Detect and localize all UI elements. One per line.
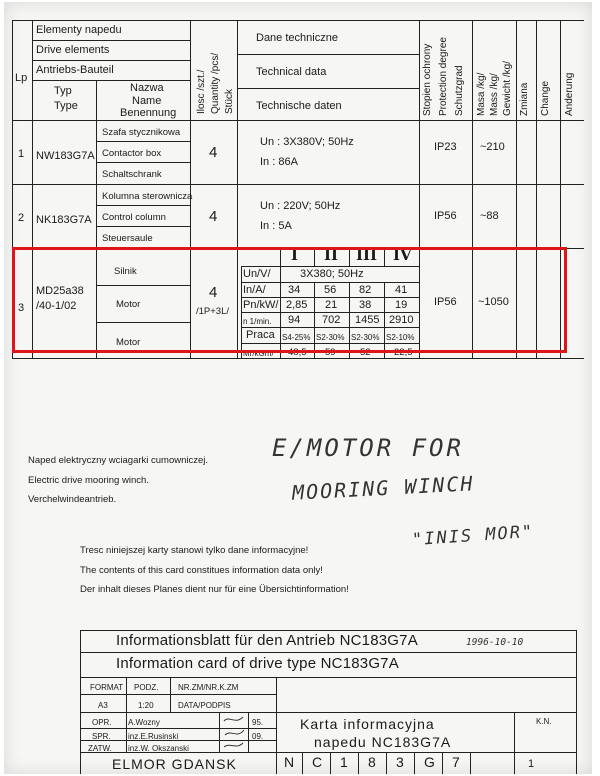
- row1-qty: 4: [209, 144, 218, 161]
- motor-in-label: In/A/: [243, 284, 266, 296]
- date-day-2: 09.: [252, 732, 264, 741]
- nazwa-header: Nazwa: [130, 82, 164, 94]
- motor-n-1: 94: [288, 314, 301, 326]
- grid-line: [514, 712, 515, 774]
- row2-tech-1: Un : 220V; 50Hz: [260, 200, 341, 212]
- grid-line: [126, 677, 127, 752]
- grid-line: [302, 752, 303, 774]
- motor-col-2: II: [324, 246, 339, 264]
- row2-tech-2: In : 5A: [260, 220, 292, 232]
- grid-line: [170, 677, 171, 712]
- row3-qty-note: /1P+3L/: [196, 306, 230, 317]
- handwritten-line-1: E/MOTOR FOR: [272, 434, 464, 462]
- company-name: ELMOR GDANSK: [112, 756, 237, 772]
- grid-line: [470, 752, 471, 774]
- row2-name-pl: Kolumna sterownicza: [102, 191, 193, 202]
- row1-type: NW183G7A: [36, 150, 95, 162]
- data-podpis-label: DATA/PODPIS: [178, 701, 231, 710]
- grid-line: [32, 40, 190, 41]
- row1-tech-1: Un : 3X380V; 50Hz: [260, 136, 354, 148]
- row3-name-en: Motor: [116, 299, 141, 310]
- row2-mass: ~88: [480, 210, 499, 222]
- row3-mass: ~1050: [478, 296, 509, 308]
- benennung-header: Benennung: [120, 107, 177, 119]
- grid-line: [96, 205, 190, 206]
- row1-tech-2: In : 86A: [260, 156, 298, 168]
- grid-line: [32, 80, 190, 81]
- motor-mr-2: 59: [325, 347, 336, 358]
- opr-label: OPR.: [92, 718, 112, 727]
- mass-header-pl: Masa /kg/: [476, 72, 487, 116]
- code-char-6: G: [424, 754, 435, 770]
- motor-in-1: 34: [288, 284, 301, 296]
- row1-name-de: Schaltschrank: [102, 169, 162, 180]
- zatw-value: inz.W. Okszanski: [128, 744, 189, 753]
- grid-line: [330, 752, 331, 774]
- motor-praca-4: S2-10%: [386, 333, 415, 342]
- prot-header-de: Schutzgrad: [454, 65, 465, 116]
- grid-line: [80, 652, 576, 653]
- grid-line: [219, 712, 220, 752]
- motor-un-value: 3X380; 50Hz: [300, 268, 364, 280]
- motor-n-4: 2910: [389, 314, 414, 326]
- titleblock-date: 1996-10-10: [466, 637, 524, 648]
- tech-header-pl: Dane techniczne: [256, 32, 338, 44]
- name-header: Name: [132, 95, 162, 107]
- grid-line: [414, 752, 415, 774]
- grid-line: [442, 752, 443, 774]
- row2-name-de: Steuersaule: [102, 233, 153, 244]
- row3-type: MD25a38 /40-1/02: [36, 285, 84, 312]
- description-de: Verchelwindeantrieb.: [28, 494, 117, 505]
- grid-line: [96, 226, 190, 227]
- grid-line: [276, 677, 277, 774]
- lp-header: Lp: [15, 72, 28, 84]
- grid-line: [576, 630, 577, 774]
- code-char-1: N: [284, 754, 295, 770]
- zatw-label: ZATW.: [88, 744, 112, 753]
- motor-in-3: 82: [359, 284, 372, 296]
- notice-de: Der inhalt dieses Planes dient nur für eine Übersichtinformation!: [80, 584, 349, 595]
- handwritten-line-3: "INIS MOR": [411, 521, 535, 551]
- grid-line: [80, 630, 81, 774]
- podz-label: PODZ.: [134, 683, 159, 692]
- row3-qty: 4: [209, 284, 218, 301]
- header-bottom-border: [12, 120, 584, 121]
- podz-value: 1:20: [138, 701, 154, 710]
- grid-line: [80, 712, 576, 713]
- grid-line: [32, 60, 190, 61]
- code-char-4: 8: [368, 754, 376, 770]
- grid-line: [237, 88, 419, 89]
- signature-marks: [221, 713, 247, 751]
- row3-name-de: Motor: [116, 337, 141, 348]
- motor-mr-label: Mr/kGm/: [243, 349, 274, 358]
- nrzm-label: NR.ZM/NR.K.ZM: [178, 683, 239, 692]
- prot-header-en: Protection degree: [438, 37, 449, 116]
- row2-lp: 2: [18, 212, 25, 224]
- notice-en: The contents of this card constitues information data only!: [80, 565, 323, 576]
- motor-pn-4: 19: [395, 299, 408, 311]
- opr-value: A.Wozny: [128, 718, 160, 727]
- spr-value: inz.E.Rusinski: [128, 732, 179, 741]
- row2-name-en: Control column: [102, 212, 166, 223]
- grid-line: [248, 712, 249, 752]
- row1-bottom-border: [12, 184, 584, 185]
- table-top-border: [12, 20, 584, 21]
- qty-header-en: Quantity /pcs/: [210, 52, 221, 114]
- highlight-box: [12, 247, 567, 353]
- motor-praca-1: S4-25%: [282, 333, 311, 342]
- format-value: A3: [98, 701, 108, 710]
- format-label: FORMAT: [90, 683, 124, 692]
- prot-header-pl: Stopien ochrony: [422, 43, 433, 116]
- row2-prot: IP56: [434, 210, 457, 222]
- titleblock-top: [80, 630, 576, 631]
- code-char-5: 3: [396, 754, 404, 770]
- row1-mass: ~210: [480, 141, 505, 153]
- mass-header-en: Mass /kg/: [489, 73, 500, 116]
- description-en: Electric drive mooring winch.: [28, 475, 149, 486]
- qty-header-de: Stück: [224, 88, 235, 114]
- row1-name-pl: Szafa stycznikowa: [102, 127, 181, 138]
- motor-col-4: IV: [393, 246, 412, 264]
- motor-n-3: 1455: [355, 314, 380, 326]
- motor-in-2: 56: [324, 284, 337, 296]
- grid-line: [358, 752, 359, 774]
- code-char-2: C: [312, 754, 323, 770]
- handwritten-line-2: MOORING WINCH: [291, 471, 476, 505]
- motor-praca-3: S2-30%: [351, 333, 380, 342]
- grid-line: [386, 752, 387, 774]
- motor-n-label: n 1/min.: [243, 317, 272, 326]
- karta-title-1: Karta informacyjna: [300, 716, 435, 732]
- elements-header-pl: Elementy napedu: [36, 24, 122, 36]
- change-header-de: Anderung: [564, 72, 575, 116]
- motor-pn-1: 2,85: [286, 299, 308, 311]
- row3-prot: IP56: [434, 296, 457, 308]
- row2-type: NK183G7A: [36, 214, 92, 226]
- code-char-3: 1: [340, 754, 348, 770]
- motor-n-2: 702: [322, 314, 341, 326]
- motor-praca-2: S2-30%: [316, 333, 345, 342]
- change-header-pl: Zmiana: [519, 82, 530, 116]
- date-day-1: 95.: [252, 718, 264, 727]
- row1-name-en: Contactor box: [102, 148, 162, 159]
- description-pl: Naped elektryczny wciagarki cumowniczej.: [28, 455, 209, 466]
- elements-header-de: Antriebs-Bauteil: [36, 64, 114, 76]
- qty-header-pl: Ilosc /szt./: [196, 69, 207, 114]
- motor-un-label: Un/V/: [243, 268, 271, 280]
- motor-mr-3: 52: [360, 347, 371, 358]
- tech-header-de: Technische daten: [256, 100, 342, 112]
- spr-label: SPR.: [92, 732, 111, 741]
- grid-line: [96, 162, 190, 163]
- code-char-7: 7: [452, 754, 460, 770]
- kn-label: K.N.: [536, 717, 552, 726]
- row3-lp: 3: [18, 302, 25, 314]
- typ-header: Typ: [54, 85, 72, 97]
- motor-pn-2: 21: [325, 299, 338, 311]
- sheet-number: 1: [528, 758, 535, 770]
- grid-line: [80, 677, 576, 678]
- row2-qty: 4: [209, 208, 218, 225]
- titleblock-de-title: Informationsblatt für den Antrieb NC183G7A: [116, 632, 418, 649]
- motor-pn-label: Pn/kW/: [243, 299, 279, 311]
- motor-mr-1: 48,5: [288, 347, 307, 358]
- motor-praca-label: Praca: [246, 329, 275, 341]
- elements-header-en: Drive elements: [36, 44, 110, 56]
- type-header: Type: [54, 100, 78, 112]
- document-page: [4, 2, 592, 774]
- titleblock-en-title: Information card of drive type NC183G7A: [116, 655, 399, 672]
- change-header-en: Change: [540, 80, 551, 116]
- motor-mr-4: 22,5: [394, 347, 413, 358]
- notice-pl: Tresc niniejszej karty stanowi tylko dane informacyjne!: [80, 545, 309, 556]
- motor-col-1: I: [291, 246, 299, 264]
- karta-title-2: napedu NC183G7A: [314, 734, 452, 750]
- motor-pn-3: 38: [359, 299, 372, 311]
- grid-line: [237, 54, 419, 55]
- row1-lp: 1: [18, 148, 25, 160]
- tech-header-en: Technical data: [256, 66, 327, 78]
- row3-name-pl: Silnik: [114, 266, 137, 277]
- mass-header-de: Gewicht /kg/: [502, 60, 513, 116]
- motor-in-4: 41: [395, 284, 408, 296]
- grid-line: [96, 141, 190, 142]
- grid-line: [80, 694, 276, 695]
- row1-prot: IP23: [434, 141, 457, 153]
- motor-col-3: III: [356, 246, 378, 264]
